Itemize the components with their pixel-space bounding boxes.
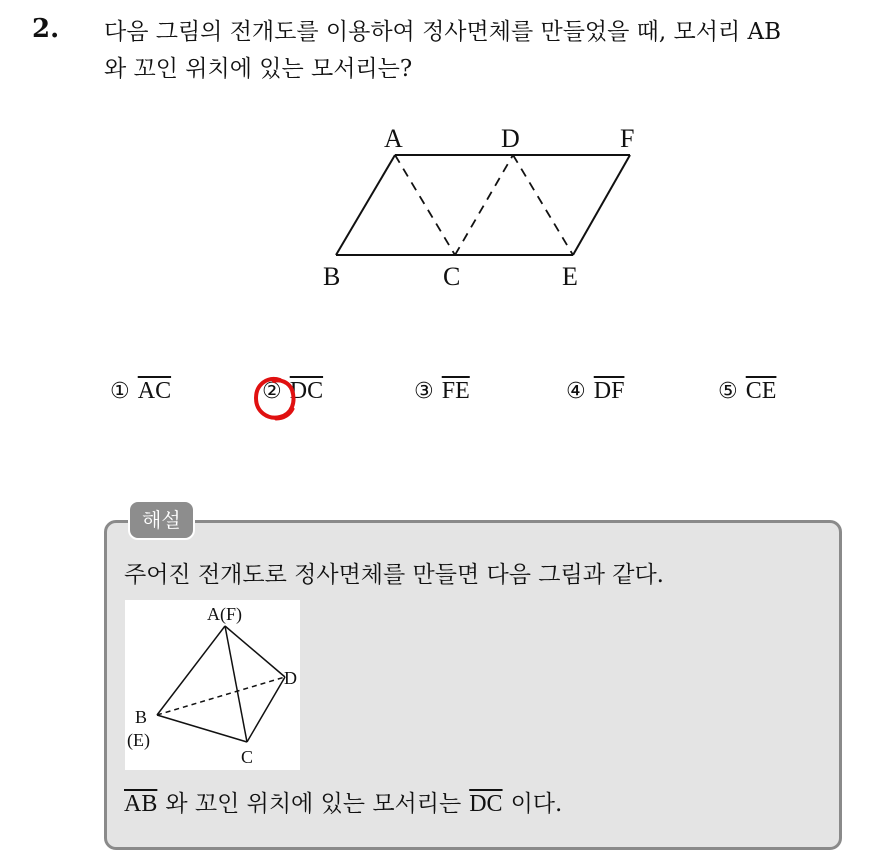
label-F: F <box>620 124 635 153</box>
answer-choices <box>0 378 884 418</box>
choice-number: ③ <box>414 379 434 404</box>
choice-label: $\overline{FE}$ <box>441 378 470 404</box>
net-diagram <box>0 0 884 330</box>
tetra-label-top: A(F) <box>207 604 242 624</box>
edge-A-C <box>225 626 247 742</box>
choice-number: ② <box>262 379 282 404</box>
choice-number: ④ <box>566 379 586 404</box>
choice-label: $\overline{CE}$ <box>745 378 777 404</box>
tetra-label-bottom: C <box>241 747 254 767</box>
answer-circle-mark <box>250 372 300 424</box>
tetra-label-left-sub: (E) <box>127 730 150 750</box>
choice-3[interactable] <box>414 378 470 405</box>
solution-text-end: 이다. <box>510 791 563 817</box>
choice-label: $\overline{DC}$ <box>289 378 324 404</box>
edge-AB <box>336 155 395 255</box>
edge-A-D <box>225 626 285 677</box>
fold-DE <box>513 155 573 255</box>
question-text-line1: 다음 그림의 전개도를 이용하여 정사면체를 만들었을 때, 모서리 AB <box>104 19 781 45</box>
tetrahedron-figure <box>125 600 300 770</box>
segment-ab: $\overline{AB}$ <box>124 791 158 817</box>
label-A: A <box>384 124 403 153</box>
choice-1[interactable] <box>110 378 171 405</box>
solution-text-mid: 와 꼬인 위치에 있는 모서리는 <box>165 791 462 817</box>
choice-4[interactable] <box>566 378 624 405</box>
fold-CD <box>455 155 513 255</box>
solution-text-line1: 주어진 전개도로 정사면체를 만들면 다음 그림과 같다. <box>124 562 664 588</box>
fold-AC <box>395 155 455 255</box>
label-D: D <box>501 124 520 153</box>
segment-dc: $\overline{DC}$ <box>469 791 503 817</box>
choice-label: $\overline{DF}$ <box>593 378 625 404</box>
edge-B-C <box>157 715 247 742</box>
edge-FE <box>573 155 630 255</box>
solution-text-line2 <box>124 785 562 818</box>
choice-number: ⑤ <box>718 379 738 404</box>
label-C: C <box>443 262 461 291</box>
choice-5[interactable] <box>718 378 776 405</box>
question-text-line2: 와 꼬인 위치에 있는 모서리는? <box>104 56 413 82</box>
solution-badge: 해설 <box>128 500 195 540</box>
question-number: 2. <box>32 14 60 44</box>
label-B: B <box>323 262 341 291</box>
choice-label: $\overline{AC}$ <box>137 378 172 404</box>
choice-number: ① <box>110 379 130 404</box>
label-E: E <box>562 262 578 291</box>
edge-A-B <box>157 626 225 715</box>
tetra-label-left: B <box>135 707 148 727</box>
tetra-label-right: D <box>284 668 297 688</box>
